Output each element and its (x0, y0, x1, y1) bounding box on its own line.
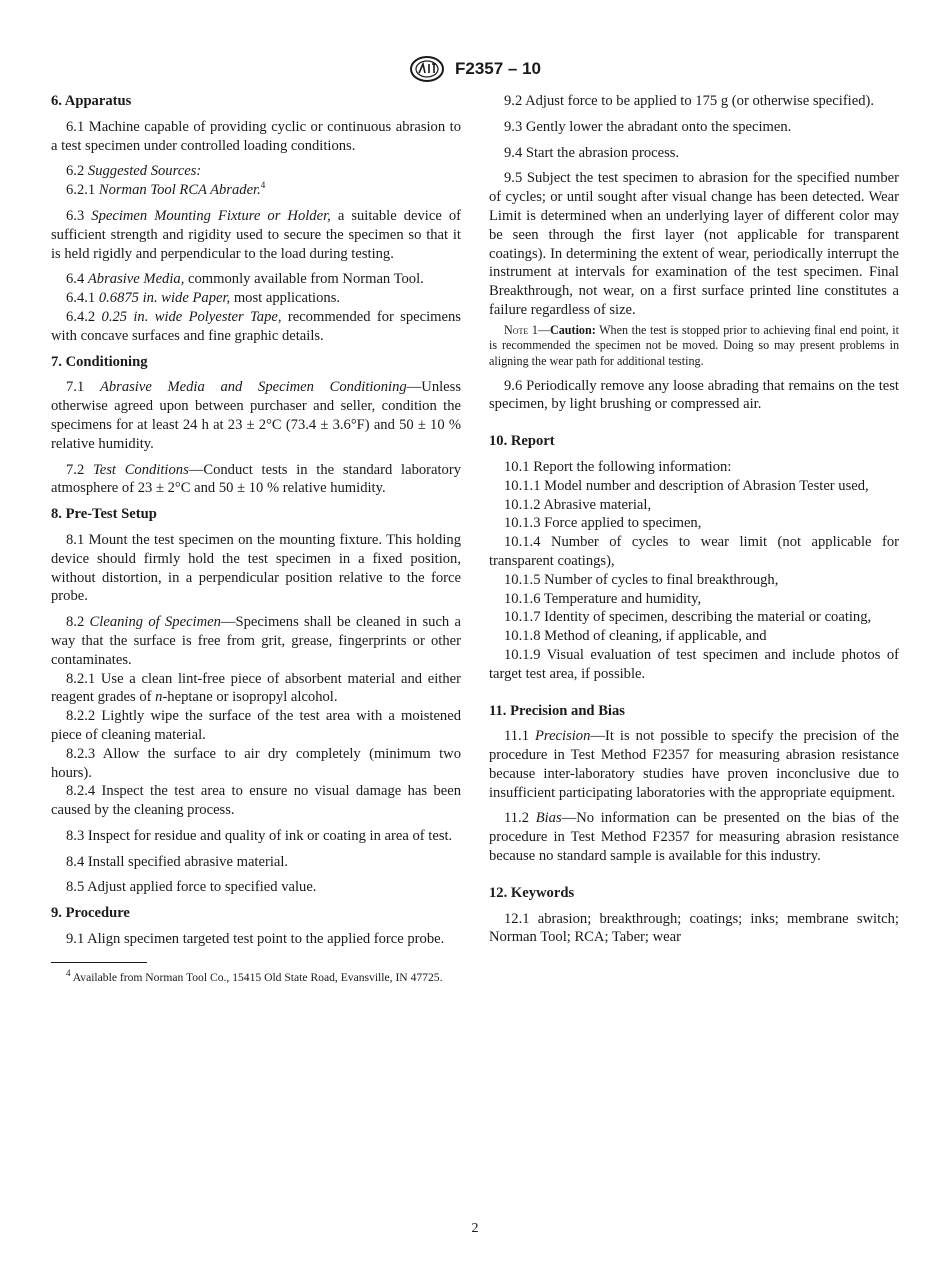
para-6-1: 6.1 Machine capable of providing cyclic or continuous abrasion to a test specimen under controlled loading conditions. (51, 118, 461, 154)
footnote-ref: 4 (260, 180, 266, 191)
para-10-1-6: 10.1.6 Temperature and humidity, (504, 590, 702, 607)
para-8-2-4: 8.2.4 Inspect the test area to ensure no visual damage has been caused by the cleaning process. (51, 783, 461, 819)
para-8-2-1: 8.2.1 Use a clean lint-free piece of absorbent material and either reagent grades of n-heptane or isopropyl alcohol. (51, 670, 461, 706)
left-column (51, 92, 461, 985)
footnote-4: $^4$ Available from Norman Tool Co., 15415 Old State Road, Evansville, IN 47725. (66, 968, 443, 984)
para-8-2-2: 8.2.2 Lightly wipe the surface of the test area with a moistened piece of cleaning material. (51, 708, 461, 743)
right-column (489, 92, 899, 947)
page-number: 2 (471, 1221, 479, 1236)
para-10-1-2: 10.1.2 Abrasive material, (504, 496, 652, 513)
para-9-2: 9.2 Adjust force to be applied to 175 g (or otherwise specified). (504, 93, 875, 109)
para-8-1: 8.1 Mount the test specimen on the mounting fixture. This holding device should firmly hold the test specimen in a fixed position, without distortion, in a perpendicular position relative to the force probe. (51, 531, 461, 605)
para-10-1: 10.1 Report the following information: (504, 458, 732, 475)
para-8-3: 8.3 Inspect for residue and quality of ink or coating in area of test. (66, 827, 453, 844)
para-10-1-1: 10.1.1 Model number and description of Abrasion Tester used, (504, 477, 869, 494)
para-8-2: 8.2 Cleaning of Specimen—Specimens shall be cleaned in such a way that the surface is free from grit, grease, fingerprints or other contaminates. (51, 614, 462, 668)
para-8-2-3: 8.2.3 Allow the surface to air dry completely (minimum two hours). (51, 745, 461, 781)
para-9-4: 9.4 Start the abrasion process. (504, 144, 680, 161)
footnote-divider (51, 962, 147, 963)
section-8-title: 8. Pre-Test Setup (51, 506, 157, 523)
section-9-title: 9. Procedure (51, 905, 130, 922)
page-header (0, 55, 950, 83)
document-designation: F2357 – 10 (454, 59, 541, 78)
para-9-6: 9.6 Periodically remove any loose abrading that remains on the test specimen, by light brushing or compressed air. (489, 377, 899, 413)
para-8-5: 8.5 Adjust applied force to specified value. (66, 879, 317, 896)
para-9-3: 9.3 Gently lower the abradant onto the specimen. (504, 118, 792, 135)
para-11-2: 11.2 Bias—No information can be presented on the bias of the procedure in Test Method F2357 for measuring abrasion resistance because no standard sample is available for this industry. (489, 810, 899, 865)
para-10-1-8: 10.1.8 Method of cleaning, if applicable, and (504, 628, 767, 645)
section-11-title: 11. Precision and Bias (489, 702, 625, 719)
para-10-1-3: 10.1.3 Force applied to specimen, (504, 515, 702, 532)
para-6-3: 6.3 Specimen Mounting Fixture or Holder, a suitable device of sufficient strength and rigidity used to secure the specimen so that it is held rigidly and perpendicular to the load during testing. (51, 207, 461, 262)
para-10-1-9: 10.1.9 Visual evaluation of test specimen and include photos of target test area, if possible. (489, 646, 899, 682)
para-6-4: 6.4 Abrasive Media, commonly available from Norman Tool. (66, 271, 424, 288)
section-10-title: 10. Report (489, 433, 555, 450)
section-6-title: 6. Apparatus (51, 93, 132, 109)
astm-logo-icon (409, 55, 445, 83)
note-1: Note 1—Caution: When the test is stopped prior to achieving final end point, it is recommended the specimen not be moved. Doing so may present problems in aligning the wear path for additional testing. (489, 322, 899, 368)
para-11-1: 11.1 Precision—It is not possible to specify the precision of the procedure in Test Method F2357 for measuring abrasion resistance because inter-laboratory studies have proven inconclusive due to insufficient participating laboratories with the appropriate equipment. (489, 728, 899, 801)
para-9-5: 9.5 Subject the test specimen to abrasion for the specified number of cycles; or until sought after visual change has been detected. Wear Limit is determined when an underlying layer of different color may be seen through the first layer (not applicable for transparent coatings). In determining the extent of wear, periodically interrupt the instrument at intervals for examination of the test specimen. Final Breakthrough, not wear, on a first surface printed line constitutes a failure regardless of size. (489, 170, 899, 318)
para-9-1: 9.1 Align specimen targeted test point to the applied force probe. (66, 931, 445, 948)
para-8-4: 8.4 Install specified abrasive material. (66, 853, 289, 870)
para-10-1-7: 10.1.7 Identity of specimen, describing the material or coating, (504, 609, 872, 626)
para-10-1-4: 10.1.4 Number of cycles to wear limit (not applicable for transparent coatings), (489, 534, 899, 569)
para-7-2: 7.2 Test Conditions—Conduct tests in the standard laboratory atmosphere of 23 ± 2°C and 50 ± 10 % relative humidity. (51, 461, 462, 497)
para-6-2-1: 6.2.1 Norman Tool RCA Abrader.$^4$ (66, 180, 266, 199)
section-12-title: 12. Keywords (489, 884, 575, 901)
para-10-1-5: 10.1.5 Number of cycles to final breakthrough, (504, 571, 779, 588)
para-6-4-2: 6.4.2 0.25 in. wide Polyester Tape, recommended for specimens with concave surfaces and fine graphic details. (51, 308, 461, 344)
section-7-title: 7. Conditioning (51, 353, 148, 370)
para-6-4-1: 6.4.1 0.6875 in. wide Paper, most applications. (66, 290, 341, 307)
para-12-1: 12.1 abrasion; breakthrough; coatings; inks; membrane switch; Norman Tool; RCA; Taber; wear (489, 910, 899, 946)
para-7-1: 7.1 Abrasive Media and Specimen Conditioning—Unless otherwise agreed upon between purchaser and seller, condition the specimens for at least 24 h at 23 ± 2°C (73.4 ± 3.6°F) and 50 ± 10 % relative humidity. (51, 379, 462, 452)
para-6-2: 6.2 Suggested Sources: (66, 163, 202, 180)
